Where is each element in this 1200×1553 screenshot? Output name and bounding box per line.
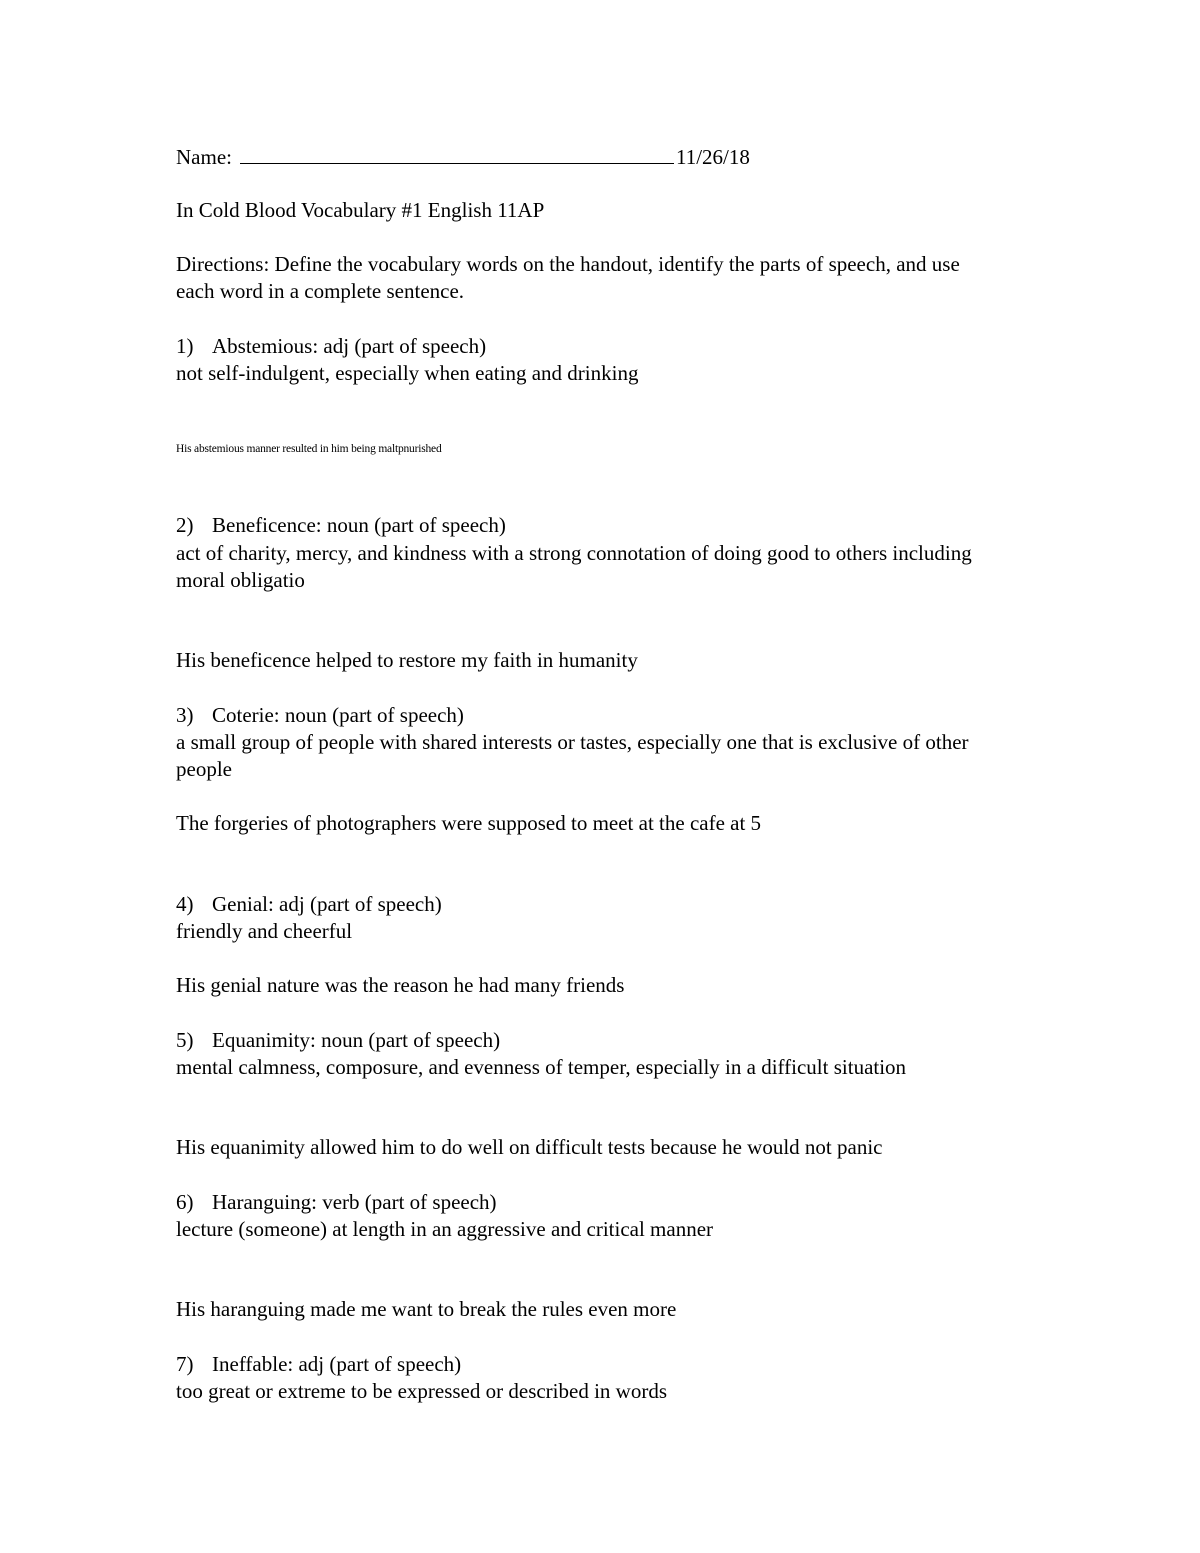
entry-sentence: His beneficence helped to restore my faith in humanity: [176, 648, 638, 672]
entry-term: Beneficence: noun (part of speech): [212, 513, 506, 537]
directions-line-1: Directions: Define the vocabulary words on the handout, identify the parts of speech, and use: [176, 252, 960, 276]
entry-heading: [176, 512, 506, 539]
entry-heading: [176, 702, 464, 729]
entry-definition: moral obligatio: [176, 568, 305, 592]
entry-number: 4): [176, 892, 194, 916]
entry-sentence: His abstemious manner resulted in him being maltpnurished: [176, 443, 442, 455]
entry-number: 3): [176, 703, 194, 727]
entry-number: 2): [176, 513, 194, 537]
entry-definition: too great or extreme to be expressed or described in words: [176, 1379, 667, 1403]
entry-definition: people: [176, 757, 232, 781]
entry-heading: [176, 891, 442, 918]
entry-term: Haranguing: verb (part of speech): [212, 1190, 497, 1214]
entry-heading: [176, 1351, 461, 1378]
entry-heading: [176, 1189, 497, 1216]
entry-number: 7): [176, 1352, 194, 1376]
entry-definition: not self-indulgent, especially when eating and drinking: [176, 361, 639, 385]
date-text: 11/26/18: [675, 145, 750, 169]
entry-sentence: His haranguing made me want to break the rules even more: [176, 1297, 677, 1321]
document-title: In Cold Blood Vocabulary #1 English 11AP: [176, 198, 545, 222]
entry-sentence: His genial nature was the reason he had many friends: [176, 973, 625, 997]
entry-number: 5): [176, 1028, 194, 1052]
name-blank: [240, 143, 674, 164]
entry-term: Abstemious: adj (part of speech): [212, 334, 487, 358]
entry-number: 6): [176, 1190, 194, 1214]
entry-heading: [176, 333, 486, 360]
entry-definition: mental calmness, composure, and evenness of temper, especially in a difficult situation: [176, 1055, 907, 1079]
entry-sentence: His equanimity allowed him to do well on difficult tests because he would not panic: [176, 1135, 883, 1159]
entry-term: Ineffable: adj (part of speech): [212, 1352, 462, 1376]
entry-term: Coterie: noun (part of speech): [212, 703, 464, 727]
entry-sentence: The forgeries of photographers were supposed to meet at the cafe at 5: [176, 811, 762, 835]
name-label: Name:: [176, 145, 232, 169]
entry-term: Genial: adj (part of speech): [212, 892, 442, 916]
entry-definition: friendly and cheerful: [176, 919, 353, 943]
entry-definition: act of charity, mercy, and kindness with a strong connotation of doing good to others including: [176, 541, 972, 565]
directions-line-2: each word in a complete sentence.: [176, 279, 465, 303]
entry-term: Equanimity: noun (part of speech): [212, 1028, 501, 1052]
entry-definition: lecture (someone) at length in an aggressive and critical manner: [176, 1217, 714, 1241]
entry-definition: a small group of people with shared interests or tastes, especially one that is exclusive of other: [176, 730, 969, 754]
entry-heading: [176, 1027, 500, 1054]
entry-number: 1): [176, 334, 194, 358]
name-line: [176, 143, 750, 171]
